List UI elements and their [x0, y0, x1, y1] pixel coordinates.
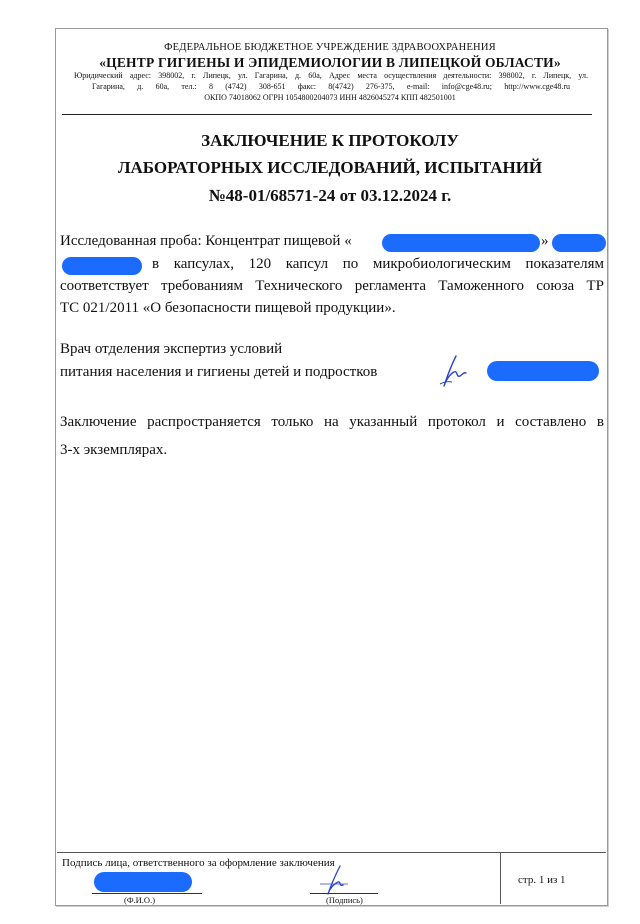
sample-text-prefix: Исследованная проба: Концентрат пищевой « — [60, 233, 352, 249]
sample-text-line3: соответствует требованиям Технического регламента Таможенного союза ТР — [60, 278, 604, 294]
header-divider — [62, 114, 592, 115]
footer-divider — [57, 852, 606, 853]
redacted-responsible-name — [94, 872, 192, 892]
footer-responsible-label: Подпись лица, ответственного за оформление заключения — [62, 857, 335, 869]
redacted-product-name — [382, 234, 540, 252]
org-address-line: Юридический адрес: 398002, г. Липецк, ул. Гагарина, д. 60а, Адрес места осуществления деятельности: 398002, г. Липецк, ул. — [74, 71, 588, 80]
redacted-doctor-name — [487, 361, 599, 381]
page-number: стр. 1 из 1 — [518, 874, 566, 886]
fio-underline — [92, 893, 202, 894]
fio-caption: (Ф.И.О.) — [124, 895, 156, 905]
org-contacts-line: Гагарина, д. 60а, тел.: 8 (4742) 308-651 факс: 8(4742) 276-375, e-mail: info@cge48.ru; http://www.cge48.ru — [92, 82, 570, 91]
doc-number: №48-01/68571-24 от 03.12.2024 г. — [208, 186, 452, 205]
org-registry-line: ОКПО 74018062 ОГРН 1054800204073 ИНН 4826045274 КПП 482501001 — [204, 93, 456, 102]
doc-title-line2: ЛАБОРАТОРНЫХ ИССЛЕДОВАНИЙ, ИСПЫТАНИЙ — [117, 158, 543, 177]
footer-column-divider — [500, 852, 501, 904]
doctor-title-line2: питания населения и гигиены детей и подростков — [60, 364, 378, 380]
sample-text-quote-close: » — [541, 233, 549, 249]
doctor-title-line1: Врач отделения экспертиз условий — [60, 341, 283, 357]
org-type-line: ФЕДЕРАЛЬНОЕ БЮДЖЕТНОЕ УЧРЕЖДЕНИЕ ЗДРАВООХРАНЕНИЯ — [164, 42, 496, 53]
doc-title-line1: ЗАКЛЮЧЕНИЕ К ПРОТОКОЛУ — [201, 131, 459, 150]
signature-underline — [310, 893, 378, 894]
doctor-signature — [436, 352, 476, 392]
org-name: «ЦЕНТР ГИГИЕНЫ И ЭПИДЕМИОЛОГИИ В ЛИПЕЦКОЙ ОБЛАСТИ» — [99, 55, 561, 70]
conclusion-line1: Заключение распространяется только на указанный протокол и составлено в — [60, 414, 604, 430]
signature-caption: (Подпись) — [326, 895, 363, 905]
redacted-product-detail — [62, 257, 142, 275]
sample-text-line2: в капсулах, 120 капсул по микробиологическим показателям — [152, 256, 604, 272]
sample-text-line4: ТС 021/2011 «О безопасности пищевой продукции». — [60, 300, 396, 316]
redacted-manufacturer — [552, 234, 606, 252]
conclusion-line2: 3-х экземплярах. — [60, 442, 168, 458]
